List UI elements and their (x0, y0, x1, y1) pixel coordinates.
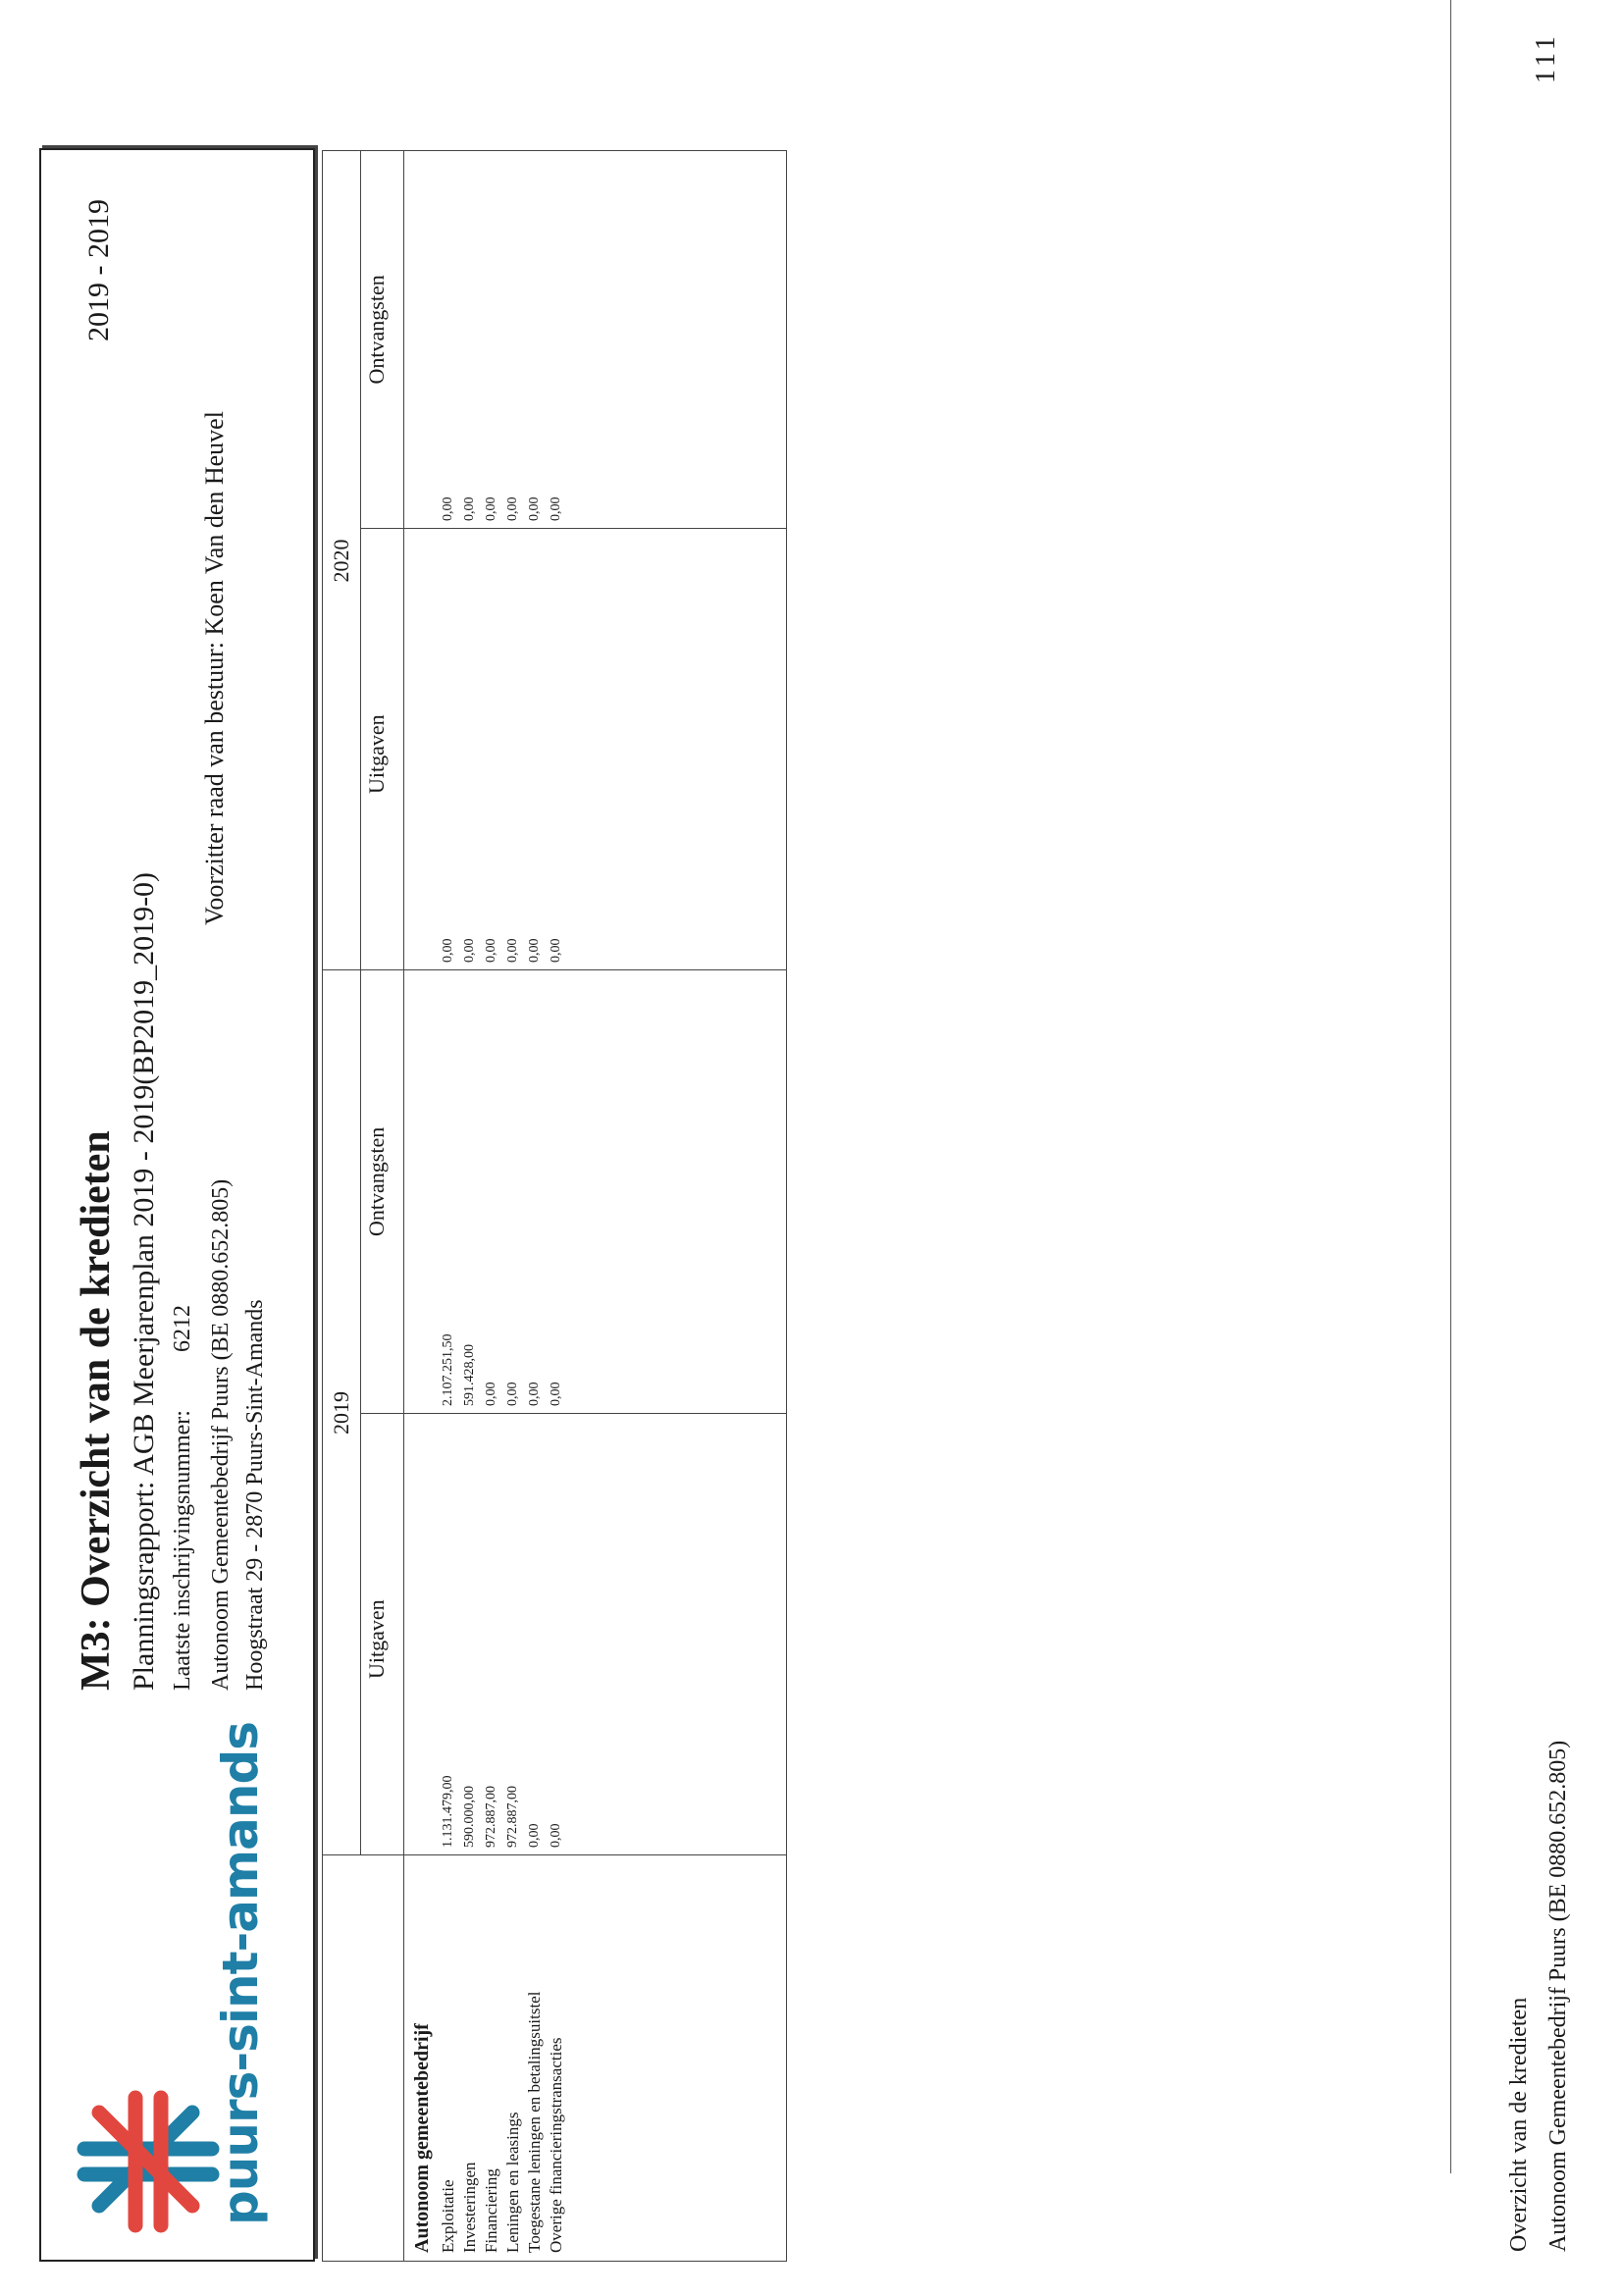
col-2020-ontvangsten: Ontvangsten (364, 275, 389, 385)
logo (75, 1686, 269, 2235)
table-cell: 0,00 (462, 496, 477, 521)
table-cell: 0,00 (527, 1823, 542, 1848)
table-cell: 0,00 (527, 938, 542, 963)
table-cell: 0,00 (505, 938, 520, 963)
table-cell: 0,00 (549, 1382, 563, 1406)
registration-label: Laatste inschrijvingsnummer: (170, 1410, 195, 1691)
report-period: 2019 - 2019 (82, 199, 115, 341)
table-cell: 0,00 (505, 496, 520, 521)
table-cell: 0,00 (527, 1382, 542, 1406)
page-title: M3: Overzicht van de kredieten (74, 1130, 119, 1691)
table-cell: 0,00 (549, 496, 563, 521)
footer-title: Overzicht van de kredieten (1506, 1997, 1532, 2252)
table-cell: 0,00 (484, 496, 498, 521)
table-cell: 0,00 (462, 938, 477, 963)
table-cell: 0,00 (549, 938, 563, 963)
entity-address: Hoogstraat 29 - 2870 Puurs-Sint-Amands (242, 1299, 268, 1691)
col-2020-uitgaven: Uitgaven (364, 714, 389, 794)
row-label: Overige financieringstransacties (547, 2037, 565, 2253)
col-2019-uitgaven: Uitgaven (364, 1599, 389, 1679)
footer-rule (1450, 0, 1451, 2173)
table-cell: 0,00 (484, 938, 498, 963)
logo-text: puurs-sint-amands (212, 1721, 269, 2225)
table-cell: 2.107.251,50 (441, 1333, 455, 1406)
registration-number: 6212 (170, 1305, 195, 1352)
table-cell: 0,00 (484, 1382, 498, 1406)
table-cell: 590.000,00 (462, 1786, 477, 1848)
credits-table (322, 150, 787, 2262)
table-cell: 591.428,00 (462, 1344, 477, 1406)
row-label: Toegestane leningen en betalingsuitstel (525, 1991, 544, 2253)
report-header (39, 148, 315, 2262)
table-cell: 972.887,00 (484, 1786, 498, 1848)
board-chair: Voorzitter raad van bestuur: Koen Van den Heuvel (200, 411, 229, 925)
col-2019-ontvangsten: Ontvangsten (364, 1126, 389, 1236)
table-cell: 0,00 (441, 938, 455, 963)
table-cell: 1.131.479,00 (441, 1775, 455, 1848)
year-2020-header: 2020 (329, 539, 353, 583)
row-label: Financiering (482, 2168, 500, 2253)
footer-entity: Autonoom Gemeentebedrijf Puurs (BE 0880.652.805) (1545, 1740, 1571, 2252)
group-label: Autonoom gemeentebedrijf (411, 2023, 433, 2253)
logo-mark-icon (75, 2088, 222, 2235)
entity-name: Autonoom Gemeentebedrijf Puurs (BE 0880.652.805) (208, 1178, 234, 1691)
row-label: Investeringen (460, 2162, 479, 2253)
report-subtitle: Planningsrapport: AGB Meerjarenplan 2019 - 2019(BP2019_2019-0) (128, 871, 160, 1691)
table-cell: 0,00 (505, 1382, 520, 1406)
table-cell: 0,00 (527, 496, 542, 521)
row-label: Leningen en leasings (503, 2112, 522, 2253)
year-2019-header: 2019 (329, 1391, 353, 1435)
page-number: 111 (1531, 32, 1561, 83)
table-cell: 972.887,00 (505, 1786, 520, 1848)
table-cell: 0,00 (441, 496, 455, 521)
table-cell: 0,00 (549, 1823, 563, 1848)
row-label: Exploitatie (439, 2179, 457, 2253)
